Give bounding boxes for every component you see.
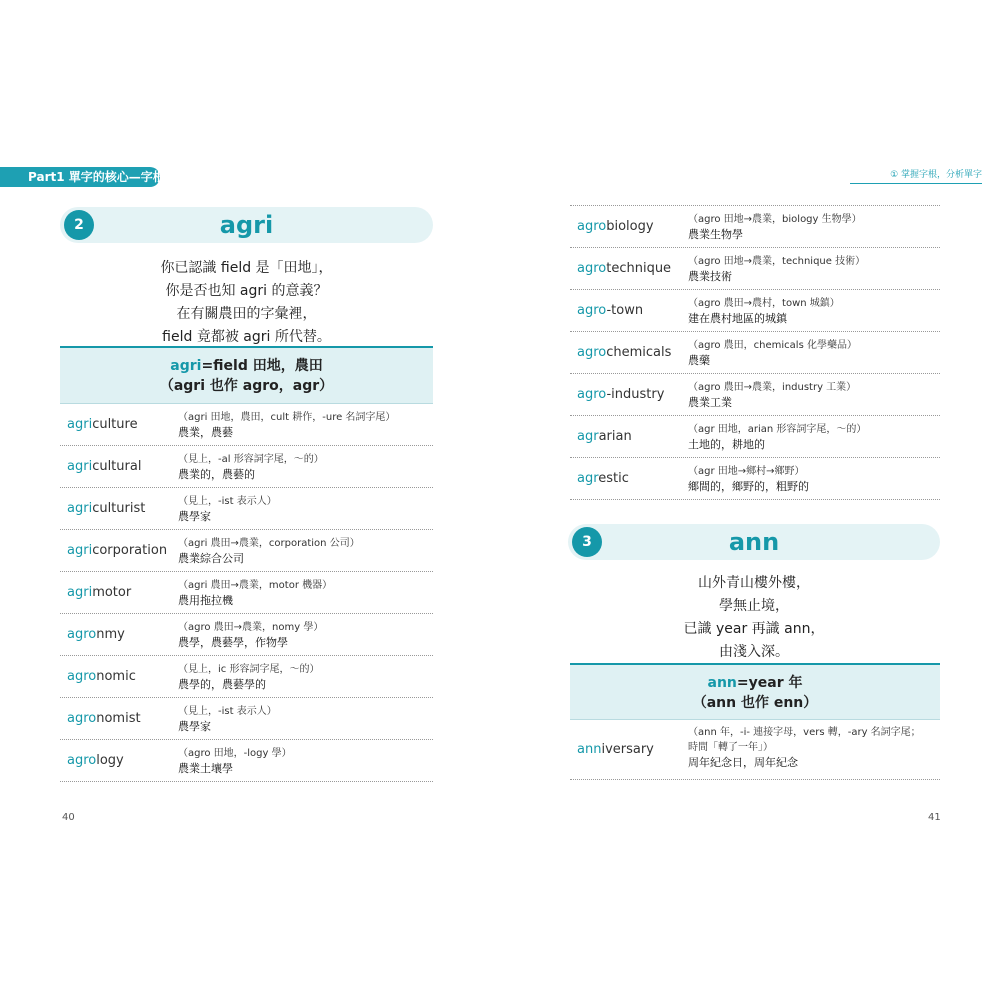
word-note: 時間「轉了一年」） (688, 742, 773, 753)
word-entry (577, 458, 629, 499)
word-suffix: nmy (96, 627, 125, 642)
word-description (178, 620, 323, 650)
word-description (178, 452, 324, 482)
word-meaning: 農學，農藝學，作物學 (178, 636, 288, 649)
section-banner-ann (568, 524, 940, 560)
word-row (570, 206, 940, 248)
page-number-right: 41 (928, 812, 941, 823)
word-description (178, 662, 319, 692)
word-meaning: 農學家 (178, 510, 211, 523)
word-entry (67, 446, 141, 487)
word-suffix: logy (96, 753, 124, 768)
word-row (570, 374, 940, 416)
word-description (688, 725, 921, 770)
chapter-label: ① 掌握字根，分析單字 (890, 170, 982, 180)
word-row (570, 248, 940, 290)
intro-text-agri (60, 257, 433, 349)
word-note: （agro 農田→農業，nomy 學） (178, 622, 324, 633)
word-root: agri (67, 459, 93, 474)
word-description (688, 212, 862, 242)
word-meaning: 農業技術 (688, 270, 732, 283)
intro-line: 山外青山樓外樓， (698, 575, 810, 591)
word-meaning: 農業生物學 (688, 228, 743, 241)
word-description (688, 254, 865, 284)
word-root: agro (577, 261, 607, 276)
word-meaning: 鄉間的，鄉野的，粗野的 (688, 480, 809, 493)
word-suffix: culture (92, 417, 138, 432)
right-page (500, 0, 1000, 1000)
word-root: agro (67, 627, 97, 642)
definition-root: agri (170, 358, 202, 374)
word-entry (67, 656, 136, 697)
word-description (178, 494, 277, 524)
word-meaning: 土地的，耕地的 (688, 438, 765, 451)
word-suffix: arian (598, 429, 632, 444)
word-entry (577, 374, 664, 415)
intro-line: 你已認識 field 是「田地」， (160, 260, 333, 276)
word-suffix: cultural (92, 459, 142, 474)
word-row (60, 740, 433, 782)
word-suffix: corporation (92, 543, 168, 558)
word-description (688, 338, 857, 368)
intro-line: 學無止境， (719, 598, 789, 614)
word-note: （agro 農田，chemicals 化學藥品） (688, 340, 857, 351)
word-row (60, 446, 433, 488)
word-meaning: 周年紀念日，周年紀念 (688, 756, 798, 769)
word-row (60, 572, 433, 614)
intro-line: 你是否也知 agri 的意義？ (165, 283, 328, 299)
word-description (178, 746, 292, 776)
word-root: agr (577, 429, 599, 444)
definition-rest: =field 田地，農田 (201, 358, 323, 374)
word-root: agro (577, 219, 607, 234)
definition-line (60, 356, 433, 376)
word-row (570, 332, 940, 374)
word-suffix: nomic (96, 669, 136, 684)
word-root: agr (577, 471, 599, 486)
word-note: （agro 田地→農業，technique 技術） (688, 256, 866, 267)
word-meaning: 建在農村地區的城鎮 (688, 312, 787, 325)
word-meaning: 農業工業 (688, 396, 732, 409)
intro-line: 在有關農田的字彙裡， (176, 306, 317, 322)
word-description (688, 380, 856, 410)
word-entry (67, 404, 138, 445)
word-entry (577, 720, 654, 779)
word-root: agri (67, 501, 93, 516)
word-note: （agr 田地，arian 形容詞字尾，～的） (688, 424, 867, 435)
word-note: （agro 田地，-logy 學） (178, 748, 292, 759)
word-root: agro (67, 711, 97, 726)
word-meaning: 農學家 (178, 720, 211, 733)
word-row (60, 404, 433, 446)
definition-line (570, 673, 940, 693)
word-suffix: -town (606, 303, 644, 318)
word-root: agri (67, 543, 93, 558)
definition-rest: =year 年 (736, 675, 803, 691)
word-note: （agr 田地→鄉村→鄉野） (688, 466, 805, 477)
word-root: agri (67, 417, 93, 432)
word-meaning: 農藥 (688, 354, 710, 367)
definition-box-agri (60, 346, 433, 404)
word-note: （agro 田地→農業，biology 生物學） (688, 214, 862, 225)
word-entry (577, 290, 643, 331)
word-meaning: 農業，農藝 (178, 426, 233, 439)
section-number: 3 (572, 527, 602, 557)
word-description (688, 296, 840, 326)
intro-line: field 竟都被 agri 所代替。 (162, 329, 331, 345)
word-root: agro (577, 303, 607, 318)
word-entry (577, 332, 671, 373)
word-row (570, 290, 940, 332)
word-table-agri (60, 404, 433, 782)
word-entry (67, 698, 141, 739)
word-meaning: 農業綜合公司 (178, 552, 244, 565)
word-root: agro (67, 753, 97, 768)
definition-alt: （agri 也作 agro，agr） (159, 378, 334, 394)
word-row (60, 614, 433, 656)
word-suffix: motor (92, 585, 132, 600)
word-table-agro (570, 206, 940, 500)
word-root: ann (577, 742, 602, 757)
word-table-ann (570, 720, 940, 780)
word-root: agri (67, 585, 93, 600)
word-entry (577, 248, 671, 289)
word-note: （agri 農田→農業，motor 機器） (178, 580, 333, 591)
word-entry (67, 614, 125, 655)
intro-line: 已識 year 再識 ann， (683, 621, 825, 637)
intro-line: 由淺入深。 (719, 644, 789, 660)
word-description (688, 422, 866, 452)
intro-text-ann (568, 572, 940, 664)
word-description (178, 536, 360, 566)
word-meaning: 農業土壤學 (178, 762, 233, 775)
word-row (60, 530, 433, 572)
word-root: agro (577, 387, 607, 402)
word-meaning: 農用拖拉機 (178, 594, 233, 607)
word-suffix: technique (606, 261, 672, 276)
word-row (60, 656, 433, 698)
part-label: Part1 單字的核心—字根 (0, 167, 160, 187)
word-suffix: -industry (606, 387, 665, 402)
word-note: （agri 農田→農業，corporation 公司） (178, 538, 360, 549)
word-suffix: chemicals (606, 345, 672, 360)
word-entry (577, 416, 632, 457)
word-suffix: iversary (601, 742, 654, 757)
chapter-header (850, 170, 982, 184)
word-note: （agri 田地，農田，cult 耕作，-ure 名詞字尾） (178, 412, 396, 423)
word-note: （見上，-ist 表示人） (178, 496, 277, 507)
word-description (688, 464, 809, 494)
word-suffix: nomist (96, 711, 141, 726)
section-title: agri (219, 211, 274, 239)
word-note: （見上，-ist 表示人） (178, 706, 277, 717)
word-row (60, 698, 433, 740)
section-title: ann (728, 528, 780, 556)
definition-alt: （ann 也作 enn） (692, 695, 818, 711)
section-number: 2 (64, 210, 94, 240)
word-note: （ann 年，-i- 連接字母，vers 轉，-ary 名詞字尾； (688, 727, 921, 738)
section-banner-agri (60, 207, 433, 243)
page-number-left: 40 (62, 812, 75, 823)
word-suffix: culturist (92, 501, 146, 516)
word-entry (67, 530, 167, 571)
word-entry (67, 488, 145, 529)
word-description (178, 410, 395, 440)
definition-root: ann (707, 675, 737, 691)
word-meaning: 農業的，農藝的 (178, 468, 255, 481)
word-note: （見上，-al 形容詞字尾，～的） (178, 454, 324, 465)
word-description (178, 704, 277, 734)
word-note: （agro 農田→農村，town 城鎮） (688, 298, 840, 309)
word-note: （見上，ic 形容詞字尾，～的） (178, 664, 320, 675)
word-row (570, 458, 940, 500)
word-suffix: estic (598, 471, 629, 486)
word-entry (67, 740, 124, 781)
word-note: （agro 農田→農業，industry 工業） (688, 382, 857, 393)
word-description (178, 578, 332, 608)
word-row (570, 720, 940, 780)
word-root: agro (577, 345, 607, 360)
word-row (570, 416, 940, 458)
word-row (60, 488, 433, 530)
word-entry (577, 206, 654, 247)
word-root: agro (67, 669, 97, 684)
word-entry (67, 572, 131, 613)
word-suffix: biology (606, 219, 654, 234)
definition-box-ann (570, 663, 940, 720)
word-meaning: 農學的，農藝學的 (178, 678, 266, 691)
